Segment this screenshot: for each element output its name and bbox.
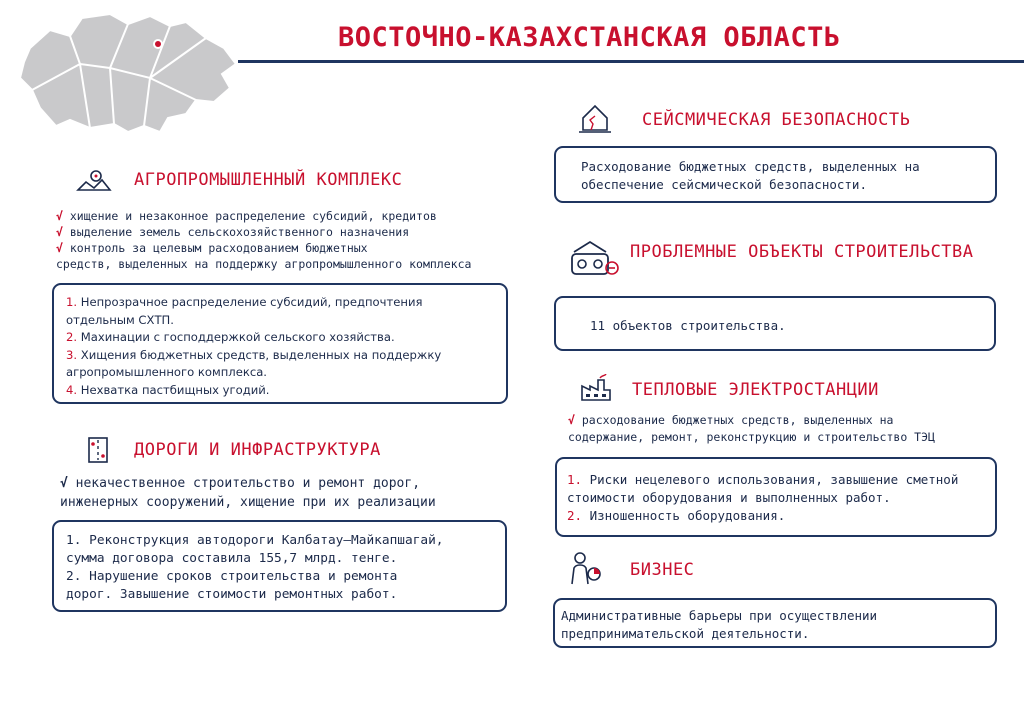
map-pin-icon: [76, 168, 112, 194]
list-item-cont: стоимости оборудования и выполненных работ.: [567, 490, 891, 505]
business-title: БИЗНЕС: [630, 560, 695, 580]
seismic-title: СЕЙСМИЧЕСКАЯ БЕЗОПАСНОСТЬ: [642, 110, 911, 130]
roads-bullets: [60, 474, 436, 512]
roads-bullet-cont: инженерных сооружений, хищение при их реализации: [60, 495, 436, 510]
road-icon: [86, 436, 110, 464]
tpp-bullet: расходование бюджетных средств, выделенных на: [581, 413, 894, 427]
agro-bullet-cont: средств, выделенных на поддержку агропромышленного комплекса: [56, 257, 472, 271]
business-person-icon: [568, 550, 604, 586]
roads-box: [52, 520, 507, 612]
page-title: ВОСТОЧНО-КАЗАХСТАНСКАЯ ОБЛАСТЬ: [338, 22, 841, 53]
list-item: Нехватка пастбищных угодий.: [80, 382, 270, 397]
list-item-cont: агропромышленного комплекса.: [66, 365, 267, 379]
seismic-line: Расходование бюджетных средств, выделенных на: [581, 159, 920, 174]
check-icon: √: [56, 241, 63, 255]
seismic-box: [554, 146, 997, 203]
agro-bullet: контроль за целевым расходованием бюджетных: [69, 241, 368, 255]
check-icon: √: [56, 209, 63, 223]
agro-bullet: выделение земель сельскохозяйственного назначения: [69, 225, 410, 239]
tpp-bullets: [568, 412, 935, 446]
house-crack-icon: [577, 102, 613, 134]
list-item: 1. Реконструкция автодороги Калбатау–Майкапшагай,: [66, 533, 444, 548]
check-icon: √: [60, 476, 68, 491]
list-num: 2.: [567, 508, 583, 523]
seismic-box-content: [581, 158, 920, 194]
roads-bullet: некачественное строительство и ремонт дорог,: [75, 476, 421, 491]
list-item: дорог. Завышение стоимости ремонтных работ.: [66, 587, 398, 602]
factory-icon: [580, 374, 612, 402]
header-rule: [238, 60, 1024, 63]
construction-icon: [568, 238, 620, 278]
agro-bullets: [56, 208, 471, 272]
agro-box-content: [66, 294, 441, 399]
list-num: 2.: [66, 330, 78, 344]
business-line: Административные барьеры при осуществлении: [561, 608, 878, 623]
construction-title: ПРОБЛЕМНЫЕ ОБЪЕКТЫ СТРОИТЕЛЬСТВА: [630, 242, 974, 262]
check-icon: √: [56, 225, 63, 239]
list-item: сумма договора составила 155,7 млрд. тенге.: [66, 551, 398, 566]
tpp-bullet-cont: содержание, ремонт, реконструкцию и строительство ТЭЦ: [568, 430, 935, 444]
check-icon: √: [568, 413, 575, 427]
list-num: 1.: [66, 295, 78, 309]
list-num: 1.: [567, 472, 583, 487]
seismic-line: обеспечение сейсмической безопасности.: [581, 177, 867, 192]
list-item-cont: отдельным СХТП.: [66, 312, 174, 327]
list-item: Махинации с господдержкой сельского хозяйства.: [80, 330, 395, 344]
business-box: [553, 598, 997, 648]
list-item: Непрозрачное распределение субсидий, предпочтения: [80, 295, 423, 309]
business-line: предпринимательской деятельности.: [561, 626, 810, 641]
list-item: Изношенность оборудования.: [589, 508, 786, 523]
construction-box: [554, 296, 996, 351]
tpp-title: ТЕПЛОВЫЕ ЭЛЕКТРОСТАНЦИИ: [632, 380, 879, 400]
list-item: 2. Нарушение сроков строительства и ремонта: [66, 569, 398, 584]
agro-bullet: хищение и незаконное распределение субсидий, кредитов: [69, 209, 437, 223]
construction-box-content: 11 объектов строительства.: [590, 318, 786, 333]
agro-box: [52, 283, 508, 404]
tpp-box: [555, 457, 997, 537]
list-num: 4.: [66, 382, 78, 397]
roads-title: ДОРОГИ И ИНФРАСТРУКТУРА: [134, 440, 381, 460]
list-item: Хищения бюджетных средств, выделенных на поддержку: [80, 347, 442, 362]
list-item: Риски нецелевого использования, завышение сметной: [589, 472, 959, 487]
agro-title: АГРОПРОМЫШЛЕННЫЙ КОМПЛЕКС: [134, 170, 403, 190]
list-num: 3.: [66, 347, 78, 362]
roads-box-content: [66, 532, 444, 604]
kazakhstan-map: [10, 8, 250, 140]
tpp-box-content: [567, 471, 958, 525]
business-box-content: [561, 607, 877, 643]
